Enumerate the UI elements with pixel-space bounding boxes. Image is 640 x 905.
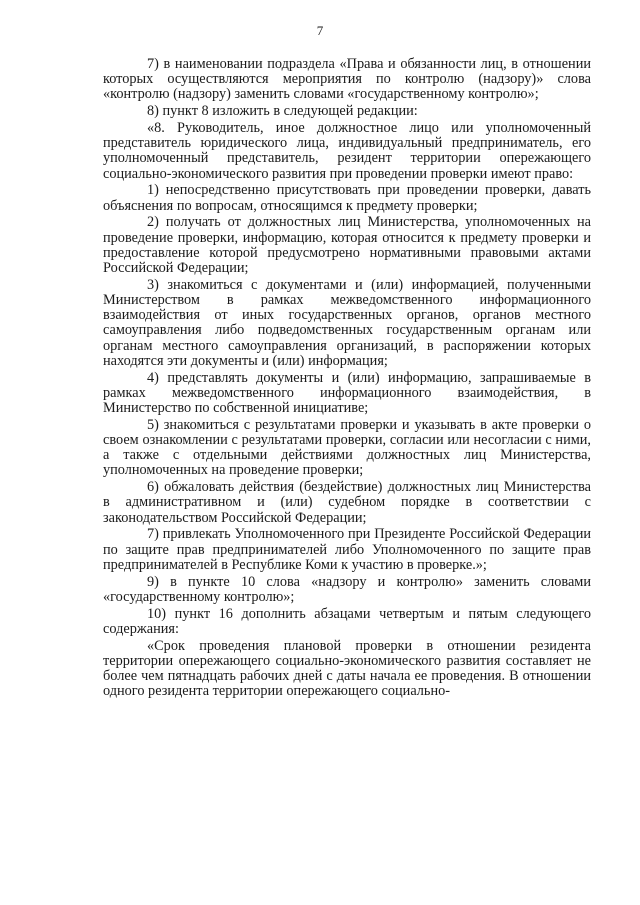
- paragraph-inspection-term: «Срок проведения плановой проверки в отношении резидента территории опережающего социально-экономического развития составляет не более чем пятнадцать рабочих дней с даты начала ее проведения. В отношении одного резидента территории опережающего социально-: [103, 637, 591, 700]
- paragraph-right-5: 5) знакомиться с результатами проверки и указывать в акте проверки о своем ознакомлении с результатами проверки, согласии или несогласии с ними, а также с отдельными действиями должностных лиц Министерства, уполномоченных на проведение проверки;: [103, 416, 591, 479]
- paragraph-clause-8-rights: «8. Руководитель, иное должностное лицо или уполномоченный представитель юридического лица, индивидуальный предприниматель, его уполномоченный представитель, резидент территории опережающего социально-экономического развития при проведении проверки имеют право:: [103, 120, 591, 182]
- paragraph-right-3: 3) знакомиться с документами и (или) информацией, полученными Министерством в рамках межведомственного информационного взаимодействия от иных государственных органов, органов местного самоуправления либо подведомственных государственным органам или органам местного самоуправления организаций, в распоряжении которых находятся эти документы и (или) информация;: [103, 276, 591, 369]
- paragraph-right-4: 4) представлять документы и (или) информацию, запрашиваемые в рамках межведомственного информационного взаимодействия, в Министерство по собственной инициативе;: [103, 369, 591, 417]
- paragraph-right-7: 7) привлекать Уполномоченного при Президенте Российской Федерации по защите прав предпринимателей либо Уполномоченного по защите прав предпринимателей в Республике Коми к участию в проверке.»;: [103, 526, 591, 573]
- paragraph-item-8-intro: 8) пункт 8 изложить в следующей редакции:: [147, 103, 418, 120]
- paragraph-item-9: 9) в пункте 10 слова «надзору и контролю» заменить словами «государственному контролю»;: [103, 573, 591, 605]
- paragraph-right-2: 2) получать от должностных лиц Министерства, уполномоченных на проведение проверки, информацию, которая относится к предмету проверки и предоставление которой предусмотрено нормативными правовыми актами Российской Федерации;: [103, 214, 591, 277]
- paragraph-right-1: 1) непосредственно присутствовать при проведении проверки, давать объяснения по вопросам, относящимся к предмету проверки;: [103, 182, 591, 214]
- paragraph-right-6: 6) обжаловать действия (бездействие) должностных лиц Министерства в административном и (или) судебном порядке в соответствии с законодательством Российской Федерации;: [103, 479, 591, 526]
- page-number: 7: [316, 23, 324, 38]
- paragraph-item-10: 10) пункт 16 дополнить абзацами четвертым и пятым следующего содержания:: [103, 605, 591, 637]
- document-body: [103, 57, 591, 701]
- paragraph-item-7-subsection-title: 7) в наименовании подраздела «Права и обязанности лиц, в отношении которых осуществляются мероприятия по контролю (надзору)» слова «контролю (надзору) заменить словами «государственному контролю»;: [103, 56, 591, 103]
